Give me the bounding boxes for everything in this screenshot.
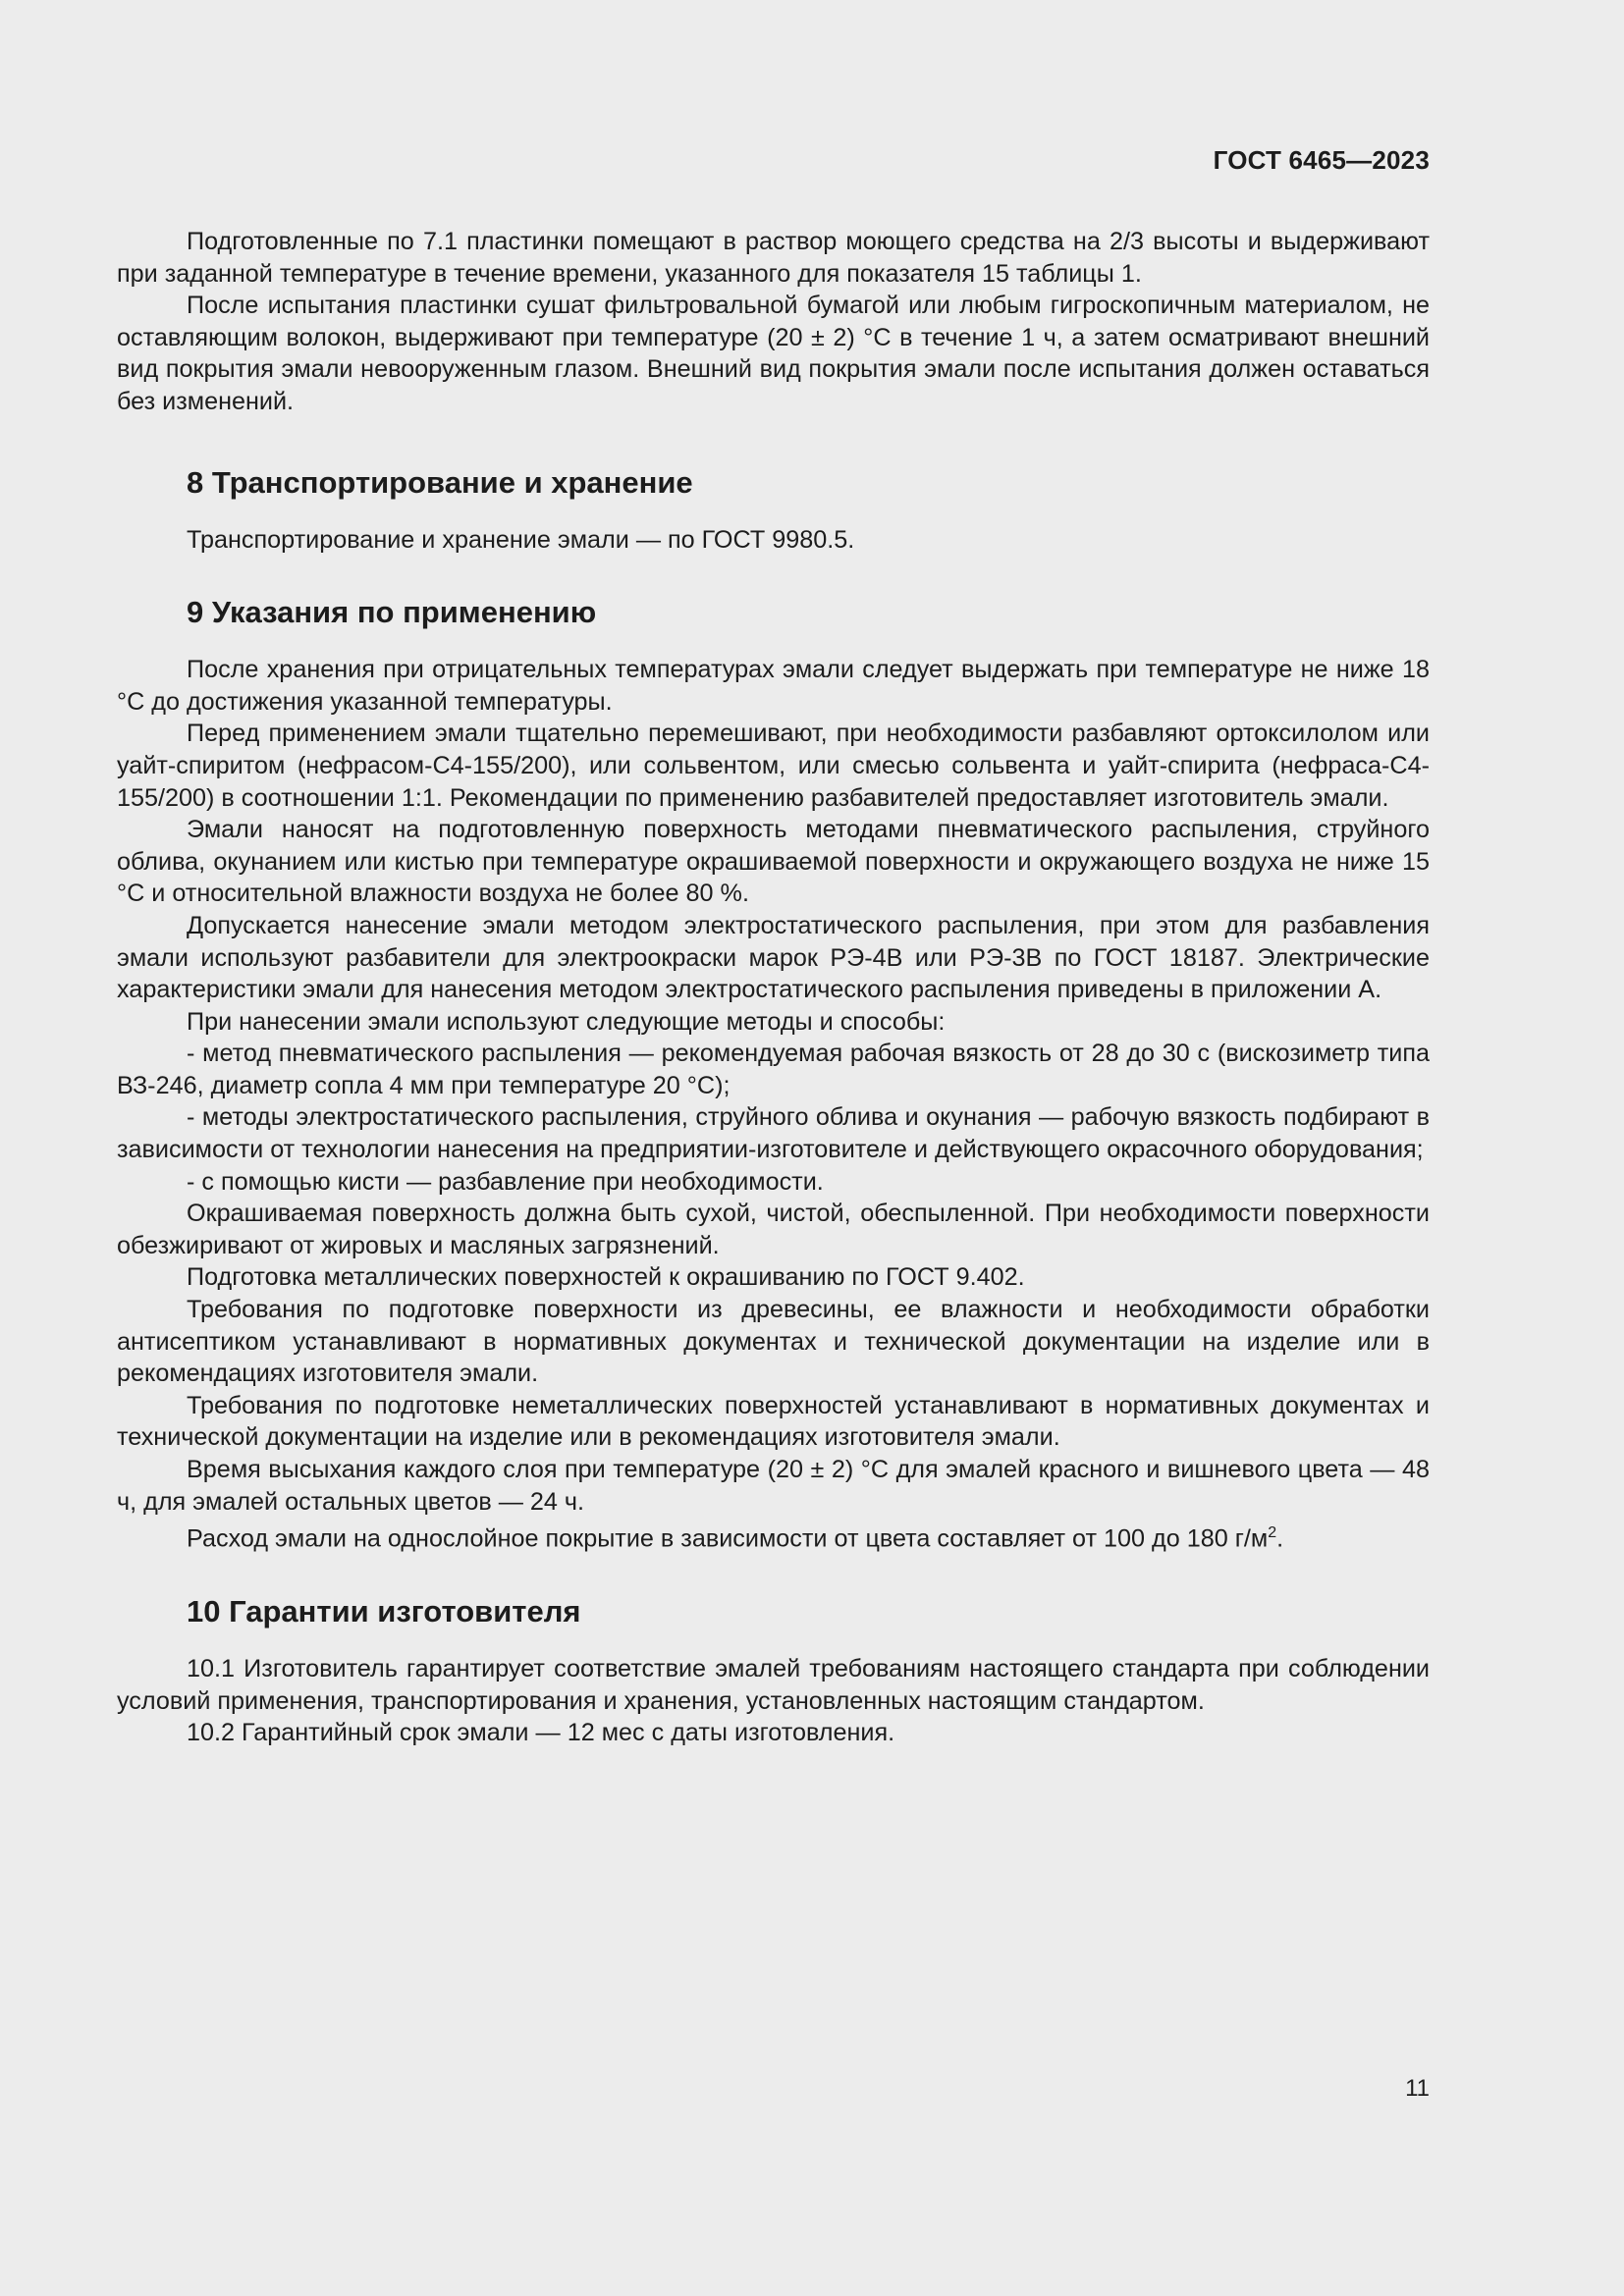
document-code: ГОСТ 6465—2023 [1213, 145, 1430, 175]
section-heading-8: 8 Транспортирование и хранение [187, 464, 693, 500]
paragraph: Окрашиваемая поверхность должна быть сухой, чистой, обеспыленной. При необходимости поверхности обезжиривают от жировых и масляных загрязнений. [117, 1200, 1430, 1259]
paragraph: После испытания пластинки сушат фильтровальной бумагой или любым гигроскопичным материалом, не оставляющим волокон, выдерживают при температуре (20 ± 2) °С в течение 1 ч, а затем осматривают внешний вид покрытия эмали невооруженным глазом. Внешний вид покрытия эмали после испытания должен оставаться без изменений. [117, 292, 1430, 415]
list-item: - с помощью кисти — разбавление при необходимости. [187, 1167, 824, 1196]
paragraph: Требования по подготовке поверхности из древесины, ее влажности и необходимости обработки антисептиком устанавливают в нормативных документах и технической документации на изделие или в рекомендациях изготовителя эмали. [117, 1296, 1430, 1388]
paragraph: При нанесении эмали используют следующие методы и способы: [187, 1007, 946, 1036]
consumption-text: Расход эмали на однослойное покрытие в зависимости от цвета составляет от 100 до 180 г/м [187, 1524, 1269, 1553]
section-heading-9: 9 Указания по применению [187, 595, 597, 630]
paragraph: 10.1 Изготовитель гарантирует соответствие эмалей требованиям настоящего стандарта при соблюдении условий применения, транспортирования и хранения, установленных настоящим стандартом. [117, 1655, 1430, 1715]
superscript: 2 [1268, 1524, 1277, 1542]
list-item: - метод пневматического распыления — рекомендуемая рабочая вязкость от 28 до 30 с (вискозиметр типа ВЗ-246, диаметр сопла 4 мм при температуре 20 °С); [117, 1040, 1430, 1099]
period: . [1276, 1524, 1284, 1553]
paragraph: Подготовленные по 7.1 пластинки помещают в раствор моющего средства на 2/3 высоты и выдерживают при заданной температуре в течение времени, указанного для показателя 15 таблицы 1. [117, 228, 1430, 288]
page-number: 11 [1405, 2075, 1430, 2102]
paragraph: Время высыхания каждого слоя при температуре (20 ± 2) °С для эмалей красного и вишневого цвета — 48 ч, для эмалей остальных цветов — 24 ч. [117, 1456, 1430, 1516]
paragraph: 10.2 Гарантийный срок эмали — 12 мес с даты изготовления. [187, 1719, 895, 1747]
paragraph: Подготовка металлических поверхностей к окрашиванию по ГОСТ 9.402. [187, 1263, 1025, 1292]
section-heading-10: 10 Гарантии изготовителя [187, 1594, 581, 1629]
list-item: - методы электростатического распыления, струйного облива и окунания — рабочую вязкость подбирают в зависимости от технологии нанесения на предприятии-изготовителе и действующего окрасочного оборудования; [117, 1103, 1430, 1164]
paragraph: Допускается нанесение эмали методом электростатического распыления, при этом для разбавления эмали используют разбавители для электроокраски марок РЭ-4В или РЭ-3В по ГОСТ 18187. Электрические характеристики эмали для нанесения методом электростатического распыления приведены в приложении А. [117, 911, 1430, 1004]
paragraph: После хранения при отрицательных температурах эмали следует выдержать при температуре не ниже 18 °С до достижения указанной температуры. [117, 656, 1430, 716]
document-body [117, 226, 1430, 1749]
paragraph: Требования по подготовке неметаллических поверхностей устанавливают в нормативных документах и технической документации на изделие или в рекомендациях изготовителя эмали. [117, 1391, 1430, 1452]
paragraph [117, 1518, 1430, 1555]
paragraph: Эмали наносят на подготовленную поверхность методами пневматического распыления, струйного облива, окунанием или кистью при температуре окрашиваемой поверхности и окружающего воздуха не ниже 15 °С и относительной влажности воздуха не более 80 %. [117, 816, 1430, 908]
paragraph: Перед применением эмали тщательно перемешивают, при необходимости разбавляют ортоксилолом или уайт-спиритом (нефрасом-С4-155/200), или сольвентом, или смесью сольвента и уайт-спирита (нефраса-С4-155/200) в соотношении 1:1. Рекомендации по применению разбавителей предоставляет изготовитель эмали. [117, 720, 1430, 812]
paragraph: Транспортирование и хранение эмали — по ГОСТ 9980.5. [187, 525, 855, 554]
